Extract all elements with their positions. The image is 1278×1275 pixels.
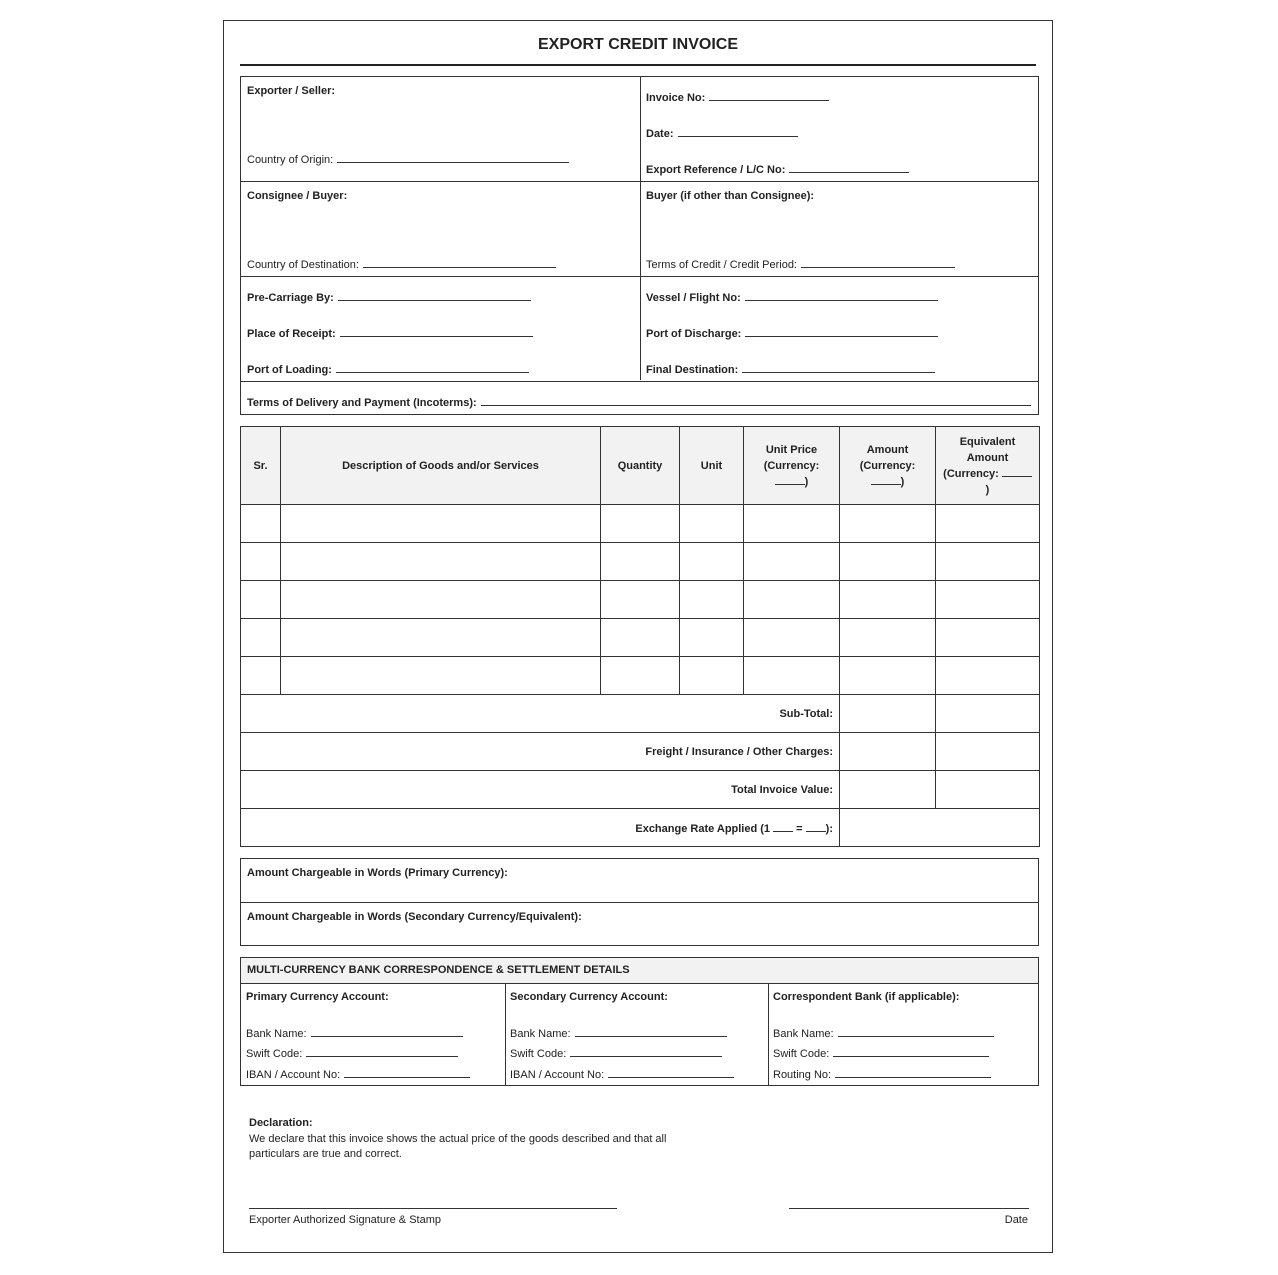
export-ref-field[interactable]: Export Reference / L/C No: [646,162,909,176]
correspondent-swift-field[interactable]: Swift Code: [773,1046,989,1060]
correspondent-bank-title: Correspondent Bank (if applicable): [773,991,960,1003]
signature-label: Exporter Authorized Signature & Stamp [249,1214,441,1226]
declaration-line-2: particulars are true and correct. [249,1148,402,1160]
header-section [240,76,1039,415]
words-primary-label[interactable]: Amount Chargeable in Words (Primary Currency): [247,867,508,879]
table-row[interactable] [241,505,1040,543]
invoice-no-field[interactable]: Invoice No: [646,90,829,104]
col-unit-price: Unit Price (Currency: ) [744,427,840,505]
terms-delivery-field[interactable]: Terms of Delivery and Payment (Incoterms): [247,395,1031,409]
port-loading-field[interactable]: Port of Loading: [247,362,529,376]
pre-carriage-field[interactable]: Pre-Carriage By: [247,290,531,304]
bank-details-section [240,957,1039,1086]
goods-header-row [241,427,1040,505]
total-row [241,771,1040,809]
table-row[interactable] [241,657,1040,695]
signature-line[interactable] [249,1208,617,1209]
declaration-line-1: We declare that this invoice shows the actual price of the goods described and that all [249,1133,667,1145]
consignee-label: Consignee / Buyer: [247,190,348,202]
port-discharge-field[interactable]: Port of Discharge: [646,326,938,340]
signature-date-label: Date [1004,1214,1028,1226]
col-amount: Amount (Currency: ) [840,427,936,505]
table-row[interactable] [241,543,1040,581]
date-field[interactable]: Date: [646,126,798,140]
table-row[interactable] [241,619,1040,657]
final-dest-field[interactable]: Final Destination: [646,362,935,376]
freight-amount-cell[interactable] [840,733,936,771]
secondary-swift-field[interactable]: Swift Code: [510,1046,722,1060]
exchange-rate-cell[interactable] [840,809,1040,847]
subtotal-amount-cell[interactable] [840,695,936,733]
country-origin-field[interactable]: Country of Origin: [247,152,569,166]
freight-row [241,733,1040,771]
primary-swift-field[interactable]: Swift Code: [246,1046,458,1060]
secondary-account-title: Secondary Currency Account: [510,991,668,1003]
total-amount-cell[interactable] [840,771,936,809]
freight-equiv-cell[interactable] [936,733,1040,771]
buyer-other-label: Buyer (if other than Consignee): [646,190,815,202]
secondary-iban-field[interactable]: IBAN / Account No: [510,1067,734,1081]
col-unit: Unit [680,427,744,505]
country-dest-field[interactable]: Country of Destination: [247,257,556,271]
correspondent-routing-field[interactable]: Routing No: [773,1067,991,1081]
goods-table [240,426,1040,847]
primary-bank-name-field[interactable]: Bank Name: [246,1026,463,1040]
subtotal-equiv-cell[interactable] [936,695,1040,733]
primary-iban-field[interactable]: IBAN / Account No: [246,1067,470,1081]
exchange-rate-label: Exchange Rate Applied (1 = ): [241,809,840,847]
col-equivalent-amount: Equivalent Amount (Currency: ) [936,427,1040,505]
col-quantity: Quantity [601,427,680,505]
words-secondary-label[interactable]: Amount Chargeable in Words (Secondary Currency/Equivalent): [247,911,582,923]
date-signature-line[interactable] [789,1208,1029,1209]
secondary-bank-name-field[interactable]: Bank Name: [510,1026,727,1040]
total-equiv-cell[interactable] [936,771,1040,809]
invoice-page [223,20,1053,1253]
subtotal-row [241,695,1040,733]
subtotal-label: Sub-Total: [241,695,840,733]
bank-heading: MULTI-CURRENCY BANK CORRESPONDENCE & SETTLEMENT DETAILS [241,958,1038,984]
exporter-label: Exporter / Seller: [247,85,336,97]
correspondent-bank-name-field[interactable]: Bank Name: [773,1026,994,1040]
freight-label: Freight / Insurance / Other Charges: [241,733,840,771]
col-description: Description of Goods and/or Services [281,427,601,505]
vessel-field[interactable]: Vessel / Flight No: [646,290,938,304]
primary-account-title: Primary Currency Account: [246,991,389,1003]
col-sr: Sr. [241,427,281,505]
declaration-heading: Declaration: [249,1117,313,1129]
place-receipt-field[interactable]: Place of Receipt: [247,326,533,340]
exchange-rate-row [241,809,1040,847]
terms-credit-field[interactable]: Terms of Credit / Credit Period: [646,257,955,271]
table-row[interactable] [241,581,1040,619]
invoice-title: EXPORT CREDIT INVOICE [240,36,1036,66]
amount-words-section [240,858,1039,946]
total-label: Total Invoice Value: [241,771,840,809]
